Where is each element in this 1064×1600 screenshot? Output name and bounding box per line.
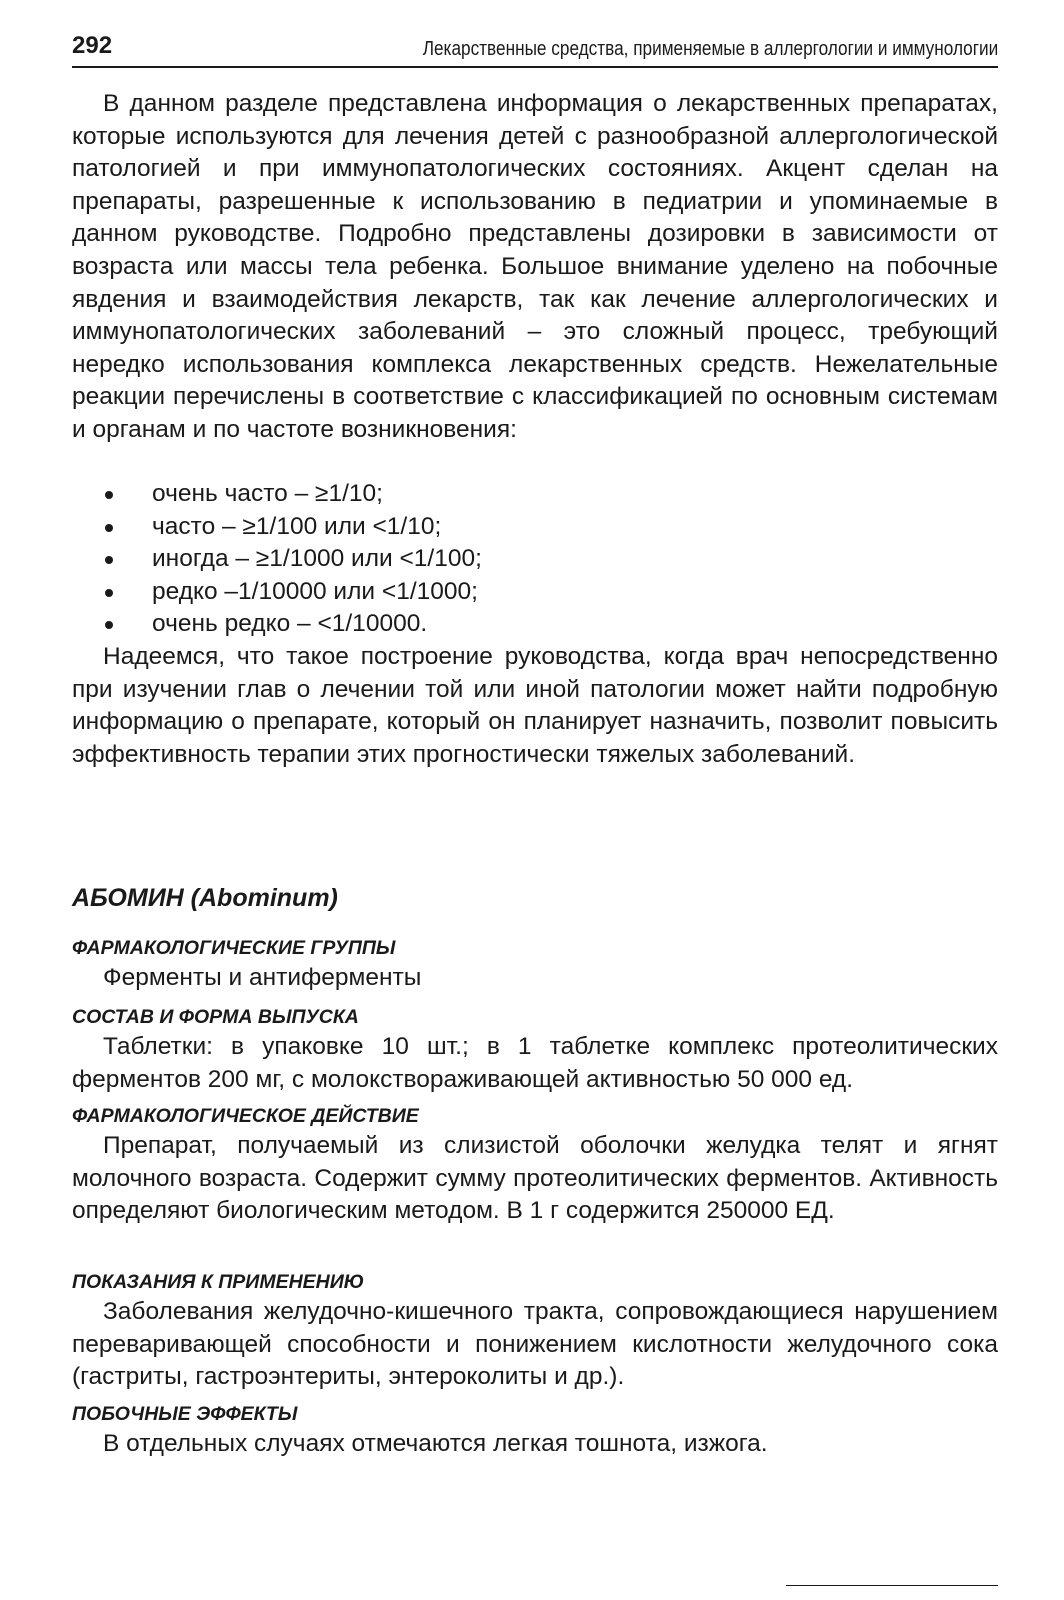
section-text: Таблетки: в упаковке 10 шт.; в 1 таблетке комплекс протеолитических ферментов 200 мг, с молокствораживающей активностью 50 000 ед. — [72, 1033, 998, 1093]
list-item-text: очень редко – <1/10000. — [152, 610, 428, 638]
bullet-icon — [105, 556, 113, 564]
section-heading: СОСТАВ И ФОРМА ВЫПУСКА — [72, 1006, 359, 1028]
section-heading: ФАРМАКОЛОГИЧЕСКИЕ ГРУППЫ — [72, 937, 396, 959]
list-item — [72, 608, 998, 641]
section-indications — [72, 1268, 998, 1394]
section-heading: ФАРМАКОЛОГИЧЕСКОЕ ДЕЙСТВИЕ — [72, 1105, 419, 1127]
section-pharmacological-action — [72, 1102, 998, 1228]
section-pharmacological-groups — [72, 934, 998, 995]
section-text: Ферменты и антиферменты — [103, 964, 422, 991]
page-header — [72, 30, 998, 68]
bullet-icon — [105, 589, 113, 597]
running-title: Лекарственные средства, применяемые в аллергологии и иммунологии — [422, 38, 998, 60]
list-item-text: очень часто – ≥1/10; — [152, 480, 383, 507]
section-side-effects — [72, 1400, 998, 1461]
section-heading: ПОБОЧНЫЕ ЭФФЕКТЫ — [72, 1403, 298, 1425]
section-text: Заболевания желудочно-кишечного тракта, сопровождающиеся нарушением переваривающей способности и понижением кислотности желудочного сока (гастриты, гастроэнтериты, энтероколиты и др.). — [72, 1298, 998, 1391]
bullet-icon — [105, 491, 113, 499]
section-heading: ПОКАЗАНИЯ К ПРИМЕНЕНИЮ — [72, 1271, 365, 1293]
frequency-list — [72, 478, 998, 641]
page-number: 292 — [72, 32, 113, 59]
list-item — [72, 511, 998, 544]
intro-paragraph: В данном разделе представлена информация о лекарственных препаратах, которые используются для лечения детей с разнообразной аллергологической патологией и при иммунопатологических состояниях. Акцент сделан на препараты, разрешенные к использованию в педиатрии и упоминаемые в данном руководстве. Подробно представлены дозировки в зависимости от возраста или массы тела ребенка. Большое внимание уделено на побочные явдения и взаимодействия лекарств, так как лечение аллергологических и иммунопатологических заболеваний – это сложный процесс, требующий нередко использования комплекса лекарственных средств. Нежелательные реакции перечислены в соответствие с классификацией по основным системам и органам и по частоте возникновения: — [72, 90, 998, 443]
list-item-text: иногда – ≥1/1000 или <1/100; — [152, 545, 482, 573]
list-item — [72, 576, 998, 609]
bullet-icon — [105, 621, 113, 629]
list-item — [72, 543, 998, 576]
section-text: Препарат, получаемый из слизистой оболочки желудка телят и ягнят молочного возраста. Содержит сумму протеолитических ферментов. Активность определяют биологическим методом. В 1 г содержится 250000 ЕД. — [72, 1132, 998, 1225]
footer-rule — [786, 1585, 998, 1586]
list-item — [72, 478, 998, 511]
list-item-text: редко –1/10000 или <1/1000; — [152, 577, 478, 605]
outro-paragraph: Надеемся, что такое построение руководства, когда врач непосредственно при изучении глав о лечении той или иной патологии может найти подробную информацию о препарате, который он планирует назначить, позволит повысить эффективность терапии этих прогностически тяжелых заболеваний. — [72, 643, 998, 768]
list-item-text: часто – ≥1/100 или <1/10; — [152, 512, 442, 540]
section-text: В отдельных случаях отмечаются легкая тошнота, изжога. — [103, 1430, 768, 1457]
bullet-icon — [105, 524, 113, 532]
section-composition — [72, 1003, 998, 1096]
drug-title: АБОМИН (Abominum) — [72, 884, 338, 912]
